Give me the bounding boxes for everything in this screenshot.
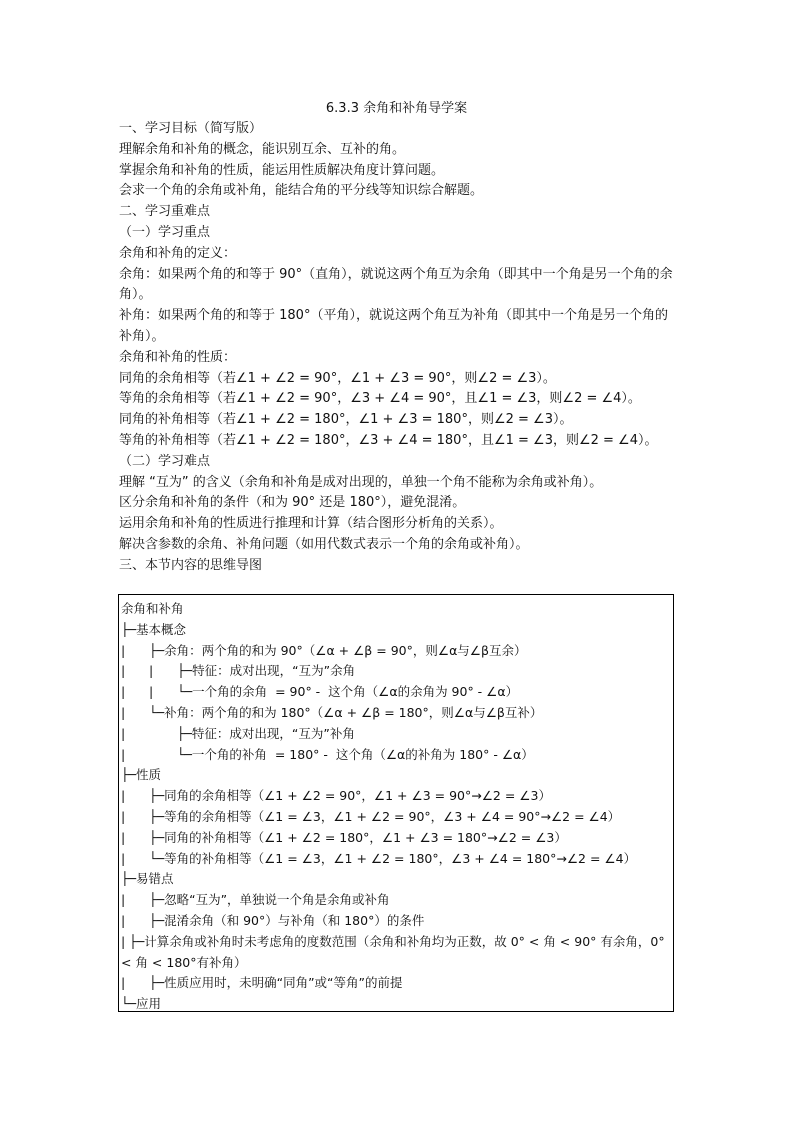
- mindmap-root: 余角和补角: [121, 601, 184, 616]
- goal-line: 掌握余角和补角的性质，能运用性质解决角度计算问题。: [119, 162, 445, 178]
- property-line: 等角的余角相等（若∠1 + ∠2 = 90°，∠3 + ∠4 = 90°，且∠1 = ∠3，则∠2 = ∠4）。: [119, 391, 641, 407]
- subsection-heading-difficulty: （二）学习难点: [119, 453, 211, 469]
- mindmap-node: | └─一个角的补角 = 180° - 这个角（∠α的补角为 180° - ∠α）: [121, 746, 534, 762]
- subsection-heading-focus: （一）学习重点: [119, 224, 211, 240]
- property-heading: 余角和补角的性质：: [119, 349, 237, 365]
- section-heading-goals: 一、学习目标（简写版）: [119, 121, 263, 136]
- body-text: [119, 119, 679, 577]
- mindmap-node: | ├─计算余角或补角时未考虑角的度数范围（余角和补角均为正数，故 0° < 角 < 90° 有余角，0° < 角 < 180°有补角）: [121, 933, 665, 970]
- mindmap-node: | ├─余角：两个角的和为 90°（∠α + ∠β = 90°，则∠α与∠β互余）: [121, 642, 527, 658]
- goal-line: 理解余角和补角的概念，能识别互余、互补的角。: [119, 141, 406, 157]
- mindmap-node: | ├─混淆余角（和 90°）与补角（和 180°）的条件: [121, 912, 425, 928]
- mindmap-node: | └─等角的补角相等（∠1 = ∠3，∠1 + ∠2 = 180°，∠3 + ∠4 = 180°→∠2 = ∠4）: [121, 850, 637, 866]
- mindmap-node: | ├─同角的补角相等（∠1 + ∠2 = 180°，∠1 + ∠3 = 180°→∠2 = ∠3）: [121, 829, 567, 845]
- property-line: 同角的余角相等（若∠1 + ∠2 = 90°，∠1 + ∠3 = 90°，则∠2 = ∠3）。: [119, 370, 556, 386]
- mindmap-node: └─应用: [121, 996, 162, 1012]
- section-heading-key-points: 二、学习重难点: [119, 204, 211, 220]
- definition-heading: 余角和补角的定义：: [119, 245, 237, 261]
- mindmap-node: | └─补角：两个角的和为 180°（∠α + ∠β = 180°，则∠α与∠β互补）: [121, 704, 543, 720]
- mindmap-node: ├─性质: [121, 767, 162, 783]
- page-title: 6.3.3 余角和补角导学案: [325, 101, 468, 116]
- property-line: 同角的补角相等（若∠1 + ∠2 = 180°，∠1 + ∠3 = 180°，则∠2 = ∠3）。: [119, 412, 573, 428]
- mindmap-node: | ├─特征：成对出现，“互为”补角: [121, 725, 355, 741]
- property-line: 等角的补角相等（若∠1 + ∠2 = 180°，∠3 + ∠4 = 180°，且∠1 = ∠3，则∠2 = ∠4）。: [119, 432, 658, 448]
- mindmap-node: | ├─性质应用时，未明确“同角”或“等角”的前提: [121, 975, 403, 991]
- mindmap-node: ├─基本概念: [121, 621, 187, 637]
- difficulty-line: 区分余角和补角的条件（和为 90° 还是 180°），避免混淆。: [119, 495, 466, 511]
- difficulty-line: 运用余角和补角的性质进行推理和计算（结合图形分析角的关系）。: [119, 516, 503, 532]
- definition-supplementary: 补角：如果两个角的和等于 180°（平角），就说这两个角互为补角（即其中一个角是另一个角的补角）。: [119, 308, 668, 344]
- mindmap-box: [118, 594, 674, 1012]
- difficulty-line: 解决含参数的余角、补角问题（如用代数式表示一个角的余角或补角）。: [119, 536, 529, 552]
- difficulty-line: 理解 “互为” 的含义（余角和补角是成对出现的，单独一个角不能称为余角或补角）。: [119, 474, 603, 490]
- mindmap-node: ├─易错点: [121, 871, 174, 887]
- definition-complementary: 余角：如果两个角的和等于 90°（直角），就说这两个角互为余角（即其中一个角是另一个角的余角）。: [119, 266, 673, 303]
- goal-line: 会求一个角的余角或补角，能结合角的平分线等知识综合解题。: [119, 183, 484, 199]
- mindmap-node: | ├─同角的余角相等（∠1 + ∠2 = 90°，∠1 + ∠3 = 90°→∠2 = ∠3）: [121, 788, 551, 804]
- mindmap-node: | | └─一个角的余角 = 90° - 这个角（∠α的余角为 90° - ∠α）: [121, 684, 519, 700]
- mindmap-node: | | ├─特征：成对出现，“互为”余角: [121, 663, 356, 679]
- section-heading-mindmap: 三、本节内容的思维导图: [119, 557, 263, 573]
- mindmap-node: | ├─等角的余角相等（∠1 = ∠3，∠1 + ∠2 = 90°，∠3 + ∠4 = 90°→∠2 = ∠4）: [121, 808, 621, 824]
- mindmap-node: | ├─忽略“互为”，单独说一个角是余角或补角: [121, 892, 390, 908]
